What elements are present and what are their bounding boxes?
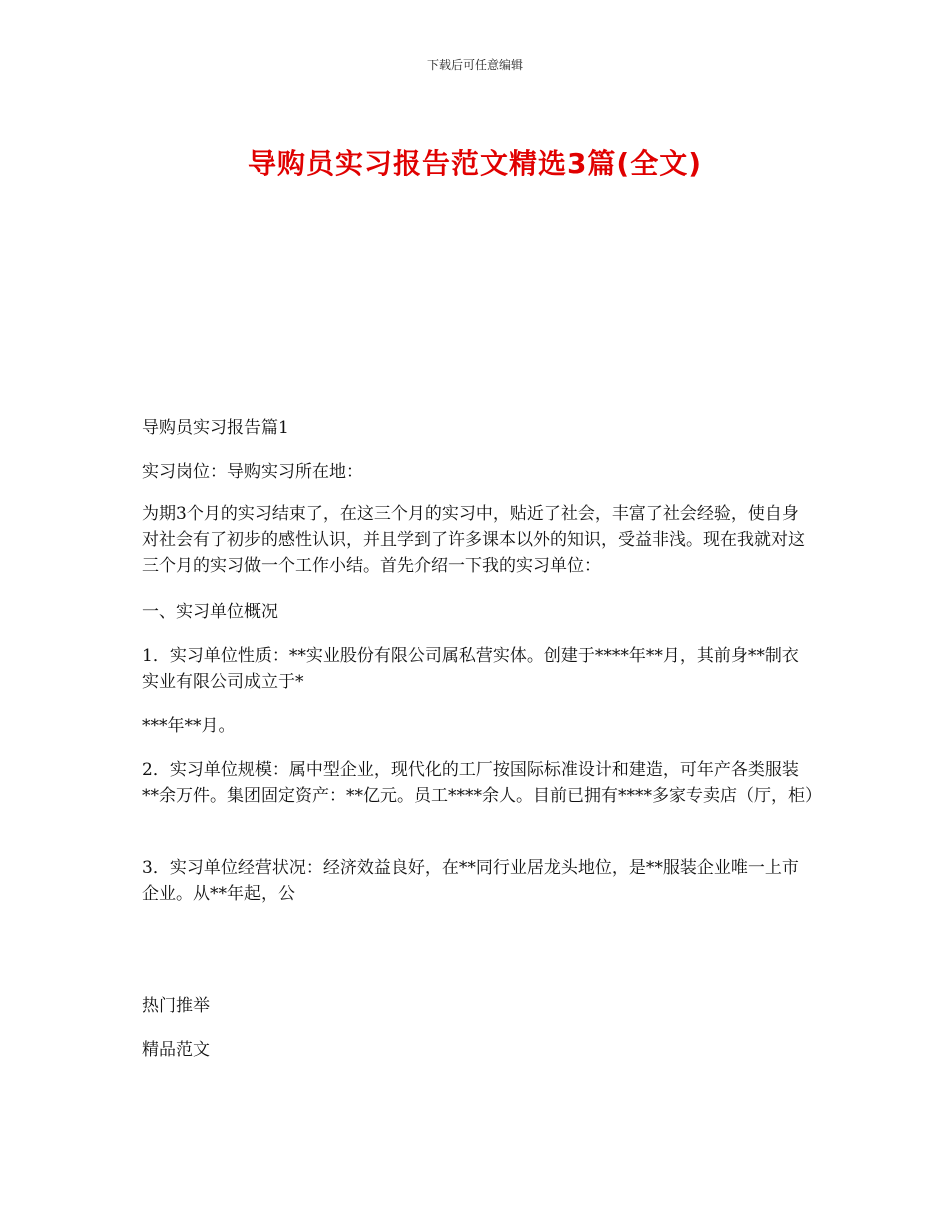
item-1-paragraph: 1．实习单位性质：**实业股份有限公司属私营实体。创建于****年**月，其前身**制衣实业有限公司成立于* <box>142 646 799 692</box>
outline-heading: 一、实习单位概况 <box>142 602 278 622</box>
position-line: 实习岗位：导购实习所在地： <box>142 462 363 482</box>
item-1-continuation: ***年**月。 <box>142 716 236 736</box>
page-header-note: 下载后可任意编辑 <box>426 58 523 72</box>
document-title: 导购员实习报告范文精选3篇(全文) <box>247 147 703 180</box>
hot-recommend-link[interactable]: 热门推举 <box>142 996 210 1016</box>
section-heading: 导购员实习报告篇1 <box>142 418 289 438</box>
item-2-paragraph: 2．实习单位规模：属中型企业，现代化的工厂按国际标准设计和建造，可年产各类服装**余万件。集团固定资产：**亿元。员工****余人。目前已拥有****多家专卖店（厅，柜） <box>142 760 822 806</box>
item-3-paragraph: 3．实习单位经营状况：经济效益良好，在**同行业居龙头地位，是**服装企业唯一上市企业。从**年起，公 <box>142 858 799 904</box>
intro-paragraph: 为期3个月的实习结束了，在这三个月的实习中，贴近了社会，丰富了社会经验，使自身对社会有了初步的感性认识，并且学到了许多课本以外的知识，受益非浅。现在我就对这三个月的实习做一个工作小结。首先介绍一下我的实习单位： <box>142 504 805 576</box>
featured-essays-link[interactable]: 精品范文 <box>142 1040 210 1060</box>
